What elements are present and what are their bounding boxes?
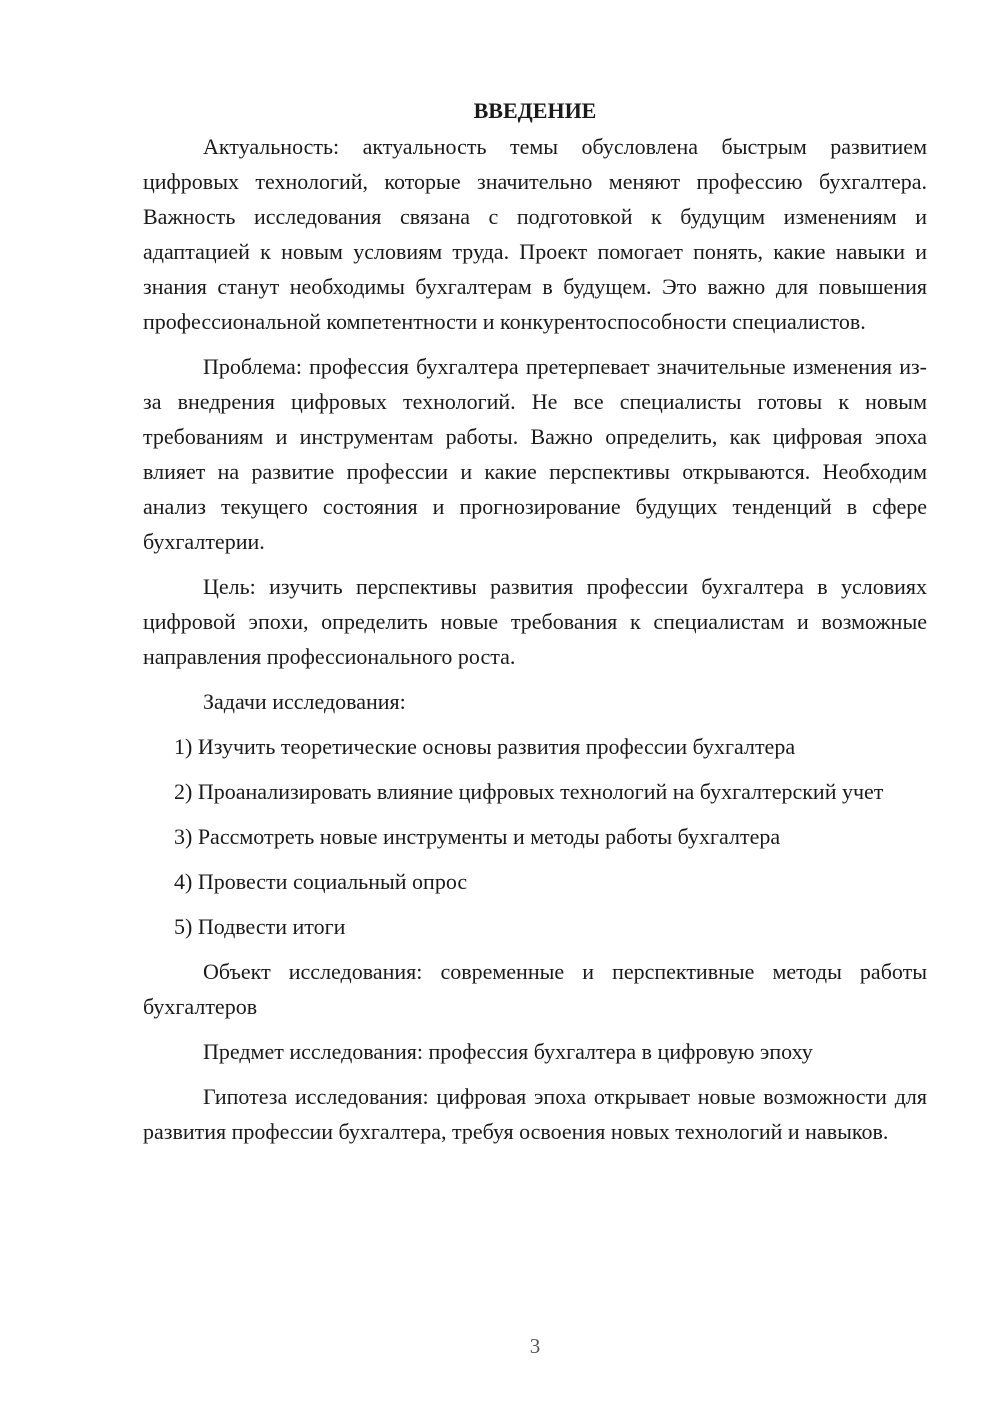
task-item-5: 5) Подвести итоги bbox=[174, 914, 346, 939]
tasks-heading: Задачи исследования: bbox=[203, 689, 406, 714]
document-body bbox=[143, 93, 927, 1159]
section-heading: ВВЕДЕНИЕ bbox=[473, 98, 597, 123]
task-item-4: 4) Провести социальный опрос bbox=[174, 869, 468, 894]
page-number: 3 bbox=[529, 1334, 541, 1358]
hypothesis-paragraph: Гипотеза исследования: цифровая эпоха открывает новые возможности для развития профессии бухгалтера, требуя освоения новых технологий и навыков. bbox=[143, 1084, 927, 1144]
task-item-2: 2) Проанализировать влияние цифровых технологий на бухгалтерский учет bbox=[174, 779, 884, 804]
goal-paragraph: Цель: изучить перспективы развития профессии бухгалтера в условиях цифровой эпохи, определить новые требования к специалистам и возможные направления профессионального роста. bbox=[143, 574, 927, 669]
object-paragraph: Объект исследования: современные и перспективные методы работы бухгалтеров bbox=[143, 959, 927, 1019]
problem-paragraph: Проблема: профессия бухгалтера претерпевает значительные изменения из-за внедрения цифровых технологий. Не все специалисты готовы к новым требованиям и инструментам работы. Важно определить, как цифровая эпоха влияет на развитие профессии и какие перспективы открываются. Необходим анализ текущего состояния и прогнозирование будущих тенденций в сфере бухгалтерии. bbox=[143, 354, 927, 554]
subject-paragraph: Предмет исследования: профессия бухгалтера в цифровую эпоху bbox=[203, 1039, 813, 1064]
task-item-1: 1) Изучить теоретические основы развития профессии бухгалтера bbox=[174, 734, 796, 759]
task-item-3: 3) Рассмотреть новые инструменты и методы работы бухгалтера bbox=[174, 824, 781, 849]
relevance-paragraph: Актуальность: актуальность темы обусловлена быстрым развитием цифровых технологий, которые значительно меняют профессию бухгалтера. Важность исследования связана с подготовкой к будущим изменениям и адаптацией к новым условиям труда. Проект помогает понять, какие навыки и знания станут необходимы бухгалтерам в будущем. Это важно для повышения профессиональной компетентности и конкурентоспособности специалистов. bbox=[143, 134, 927, 334]
